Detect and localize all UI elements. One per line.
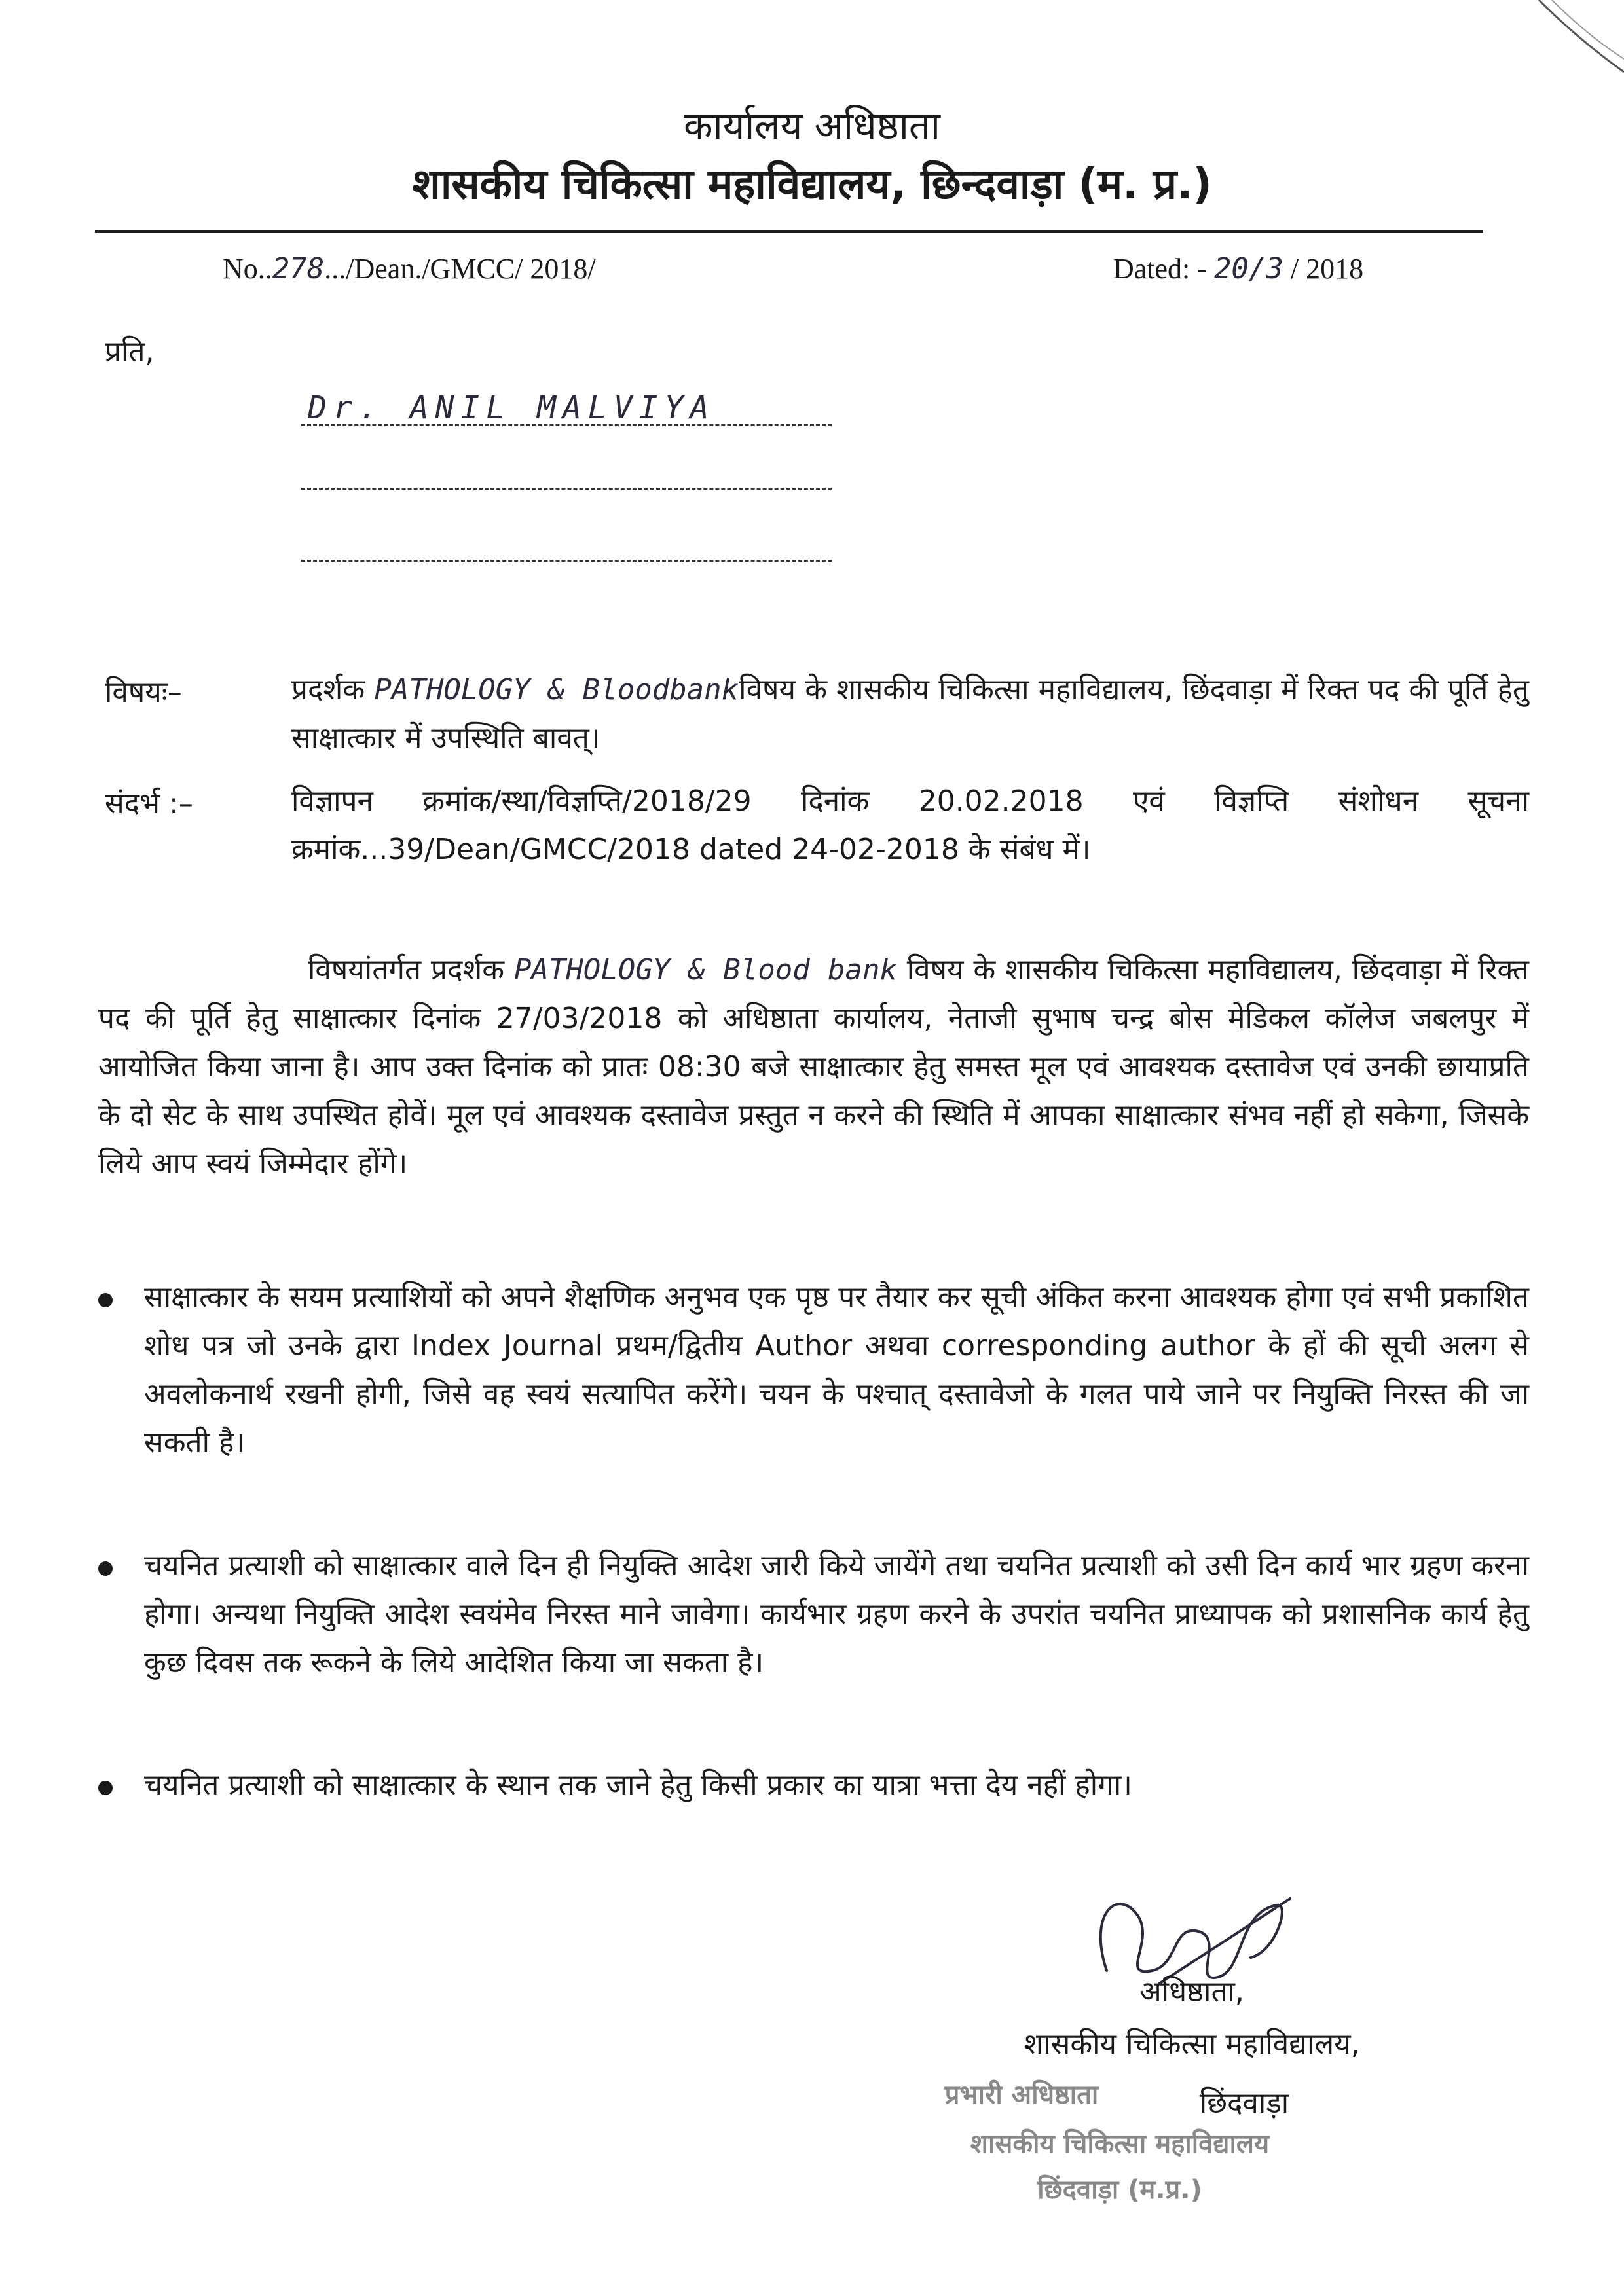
to-label: प्रति,	[105, 335, 155, 369]
reference-label: संदर्भ :–	[105, 787, 193, 820]
letter-date	[1113, 252, 1363, 285]
body-paragraph	[98, 946, 1529, 1188]
address-line-3	[301, 560, 832, 562]
address-line-2	[301, 488, 832, 490]
bullet-item: चयनित प्रत्याशी को साक्षात्कार के स्थान तक जाने हेतु किसी प्रकार का यात्रा भत्ता देय नहीं होगा।	[144, 1768, 1132, 1802]
address-line-1	[301, 424, 832, 426]
bullet-dot	[98, 1293, 113, 1307]
body-suffix: विषय के शासकीय चिकित्सा महाविद्यालय, छिंदवाड़ा में रिक्त पद की पूर्ति हेतु साक्षात्कार दिनांक 27/03/2018 को अधिष्ठाता कार्यालय, नेताजी सुभाष चन्द्र बोस मेडिकल कॉलेज जबलपुर में आयोजित किया जाना है। आप उक्त दिनांक को प्रातः 08:30 बजे साक्षात्कार हेतु समस्त मूल एवं आवश्यक दस्तावेज एवं उनकी छायाप्रति के दो सेट के साथ उपस्थित होवें। मूल एवं आवश्यक दस्तावेज प्रस्तुत न करने की स्थिति में आपका साक्षात्कार संभव नहीं हो सकेगा, जिसके लिये आप स्वयं जिम्मेदार होंगे।	[98, 953, 1529, 1180]
letter-number-handwritten: 278	[272, 252, 325, 285]
bullet-item: साक्षात्कार के सयम प्रत्याशियों को अपने शैक्षणिक अनुभव एक पृष्ठ पर तैयार कर सूची अंकित करना आवश्यक होगा एवं सभी प्रकाशित शोध पत्र जो उनके द्वारा Index Journal प्रथम/द्वितीय Author अथवा corresponding author के हों की सूची अलग से अवलोकनार्थ रखनी होगी, जिसे वह स्वयं सत्यापित करेंगे। चयन के पश्चात् दस्तावेजो के गलत पाये जाने पर नियुक्ति निरस्त की जा सकती है।	[144, 1281, 1529, 1459]
letter-number	[223, 252, 596, 285]
bullet-item: चयनित प्रत्याशी को साक्षात्कार वाले दिन ही नियुक्ति आदेश जारी किये जायेंगे तथा चयनित प्रत्याशी को उसी दिन कार्य भार ग्रहण करना होगा। अन्यथा नियुक्ति आदेश स्वयंमेव निरस्त माने जावेगा। कार्यभार ग्रहण करने के उपरांत चयनित प्राध्यापक को प्रशासनिक कार्य हेतु कुछ दिवस तक रूकने के लिये आदेशित किया जा सकता है।	[144, 1549, 1529, 1679]
body-prefix: विषयांतर्गत प्रदर्शक	[308, 953, 514, 987]
date-suffix: / 2018	[1283, 253, 1364, 285]
bullet-dot	[98, 1561, 113, 1576]
subject-suffix: विषय के शासकीय चिकित्सा महाविद्यालय, छिंदवाड़ा में रिक्त पद की पूर्ति हेतु साक्षात्कार में उपस्थिति बावत्।	[291, 673, 1530, 755]
body-handwritten: PATHOLOGY & Blood bank	[513, 953, 897, 987]
date-handwritten: 20/3	[1213, 252, 1283, 285]
reference-text: विज्ञापन क्रमांक/स्था/विज्ञप्ति/2018/29 दिनांक 20.02.2018 एवं विज्ञप्ति संशोधन सूचना क्रमांक...39/Dean/GMCC/2018 dated 24-02-2018 के संबंध में।	[291, 784, 1529, 866]
office-title: कार्यालय अधिष्ठाता	[684, 103, 940, 148]
recipient-name: Dr. ANIL MALVIYA	[308, 390, 716, 426]
folded-corner	[1526, 0, 1624, 98]
signatory-college: शासकीय चिकित्सा महाविद्यालय,	[1024, 2028, 1360, 2061]
stamp-line-2: शासकीय चिकित्सा महाविद्यालय	[970, 2129, 1270, 2159]
letter-number-suffix: .../Dean./GMCC/ 2018/	[324, 253, 596, 285]
stamp-line-1: प्रभारी अधिष्ठाता	[944, 2080, 1099, 2110]
subject-handwritten: PATHOLOGY & Bloodbank	[374, 673, 739, 706]
date-prefix: Dated: -	[1113, 253, 1214, 285]
subject-label: विषयः–	[105, 676, 182, 709]
header-divider	[95, 230, 1483, 233]
signatory-city: छिंदवाड़ा	[1199, 2086, 1289, 2120]
stamp-line-3: छिंदवाड़ा (म.प्र.)	[1037, 2175, 1202, 2205]
letter-number-prefix: No..	[223, 253, 272, 285]
signatory-title: अधिष्ठाता,	[1139, 1975, 1244, 2009]
college-title: शासकीय चिकित्सा महाविद्यालय, छिन्दवाड़ा (म. प्र.)	[412, 160, 1212, 209]
subject-prefix: प्रदर्शक	[291, 673, 375, 706]
bullet-dot	[98, 1781, 113, 1795]
subject-text	[291, 666, 1529, 763]
